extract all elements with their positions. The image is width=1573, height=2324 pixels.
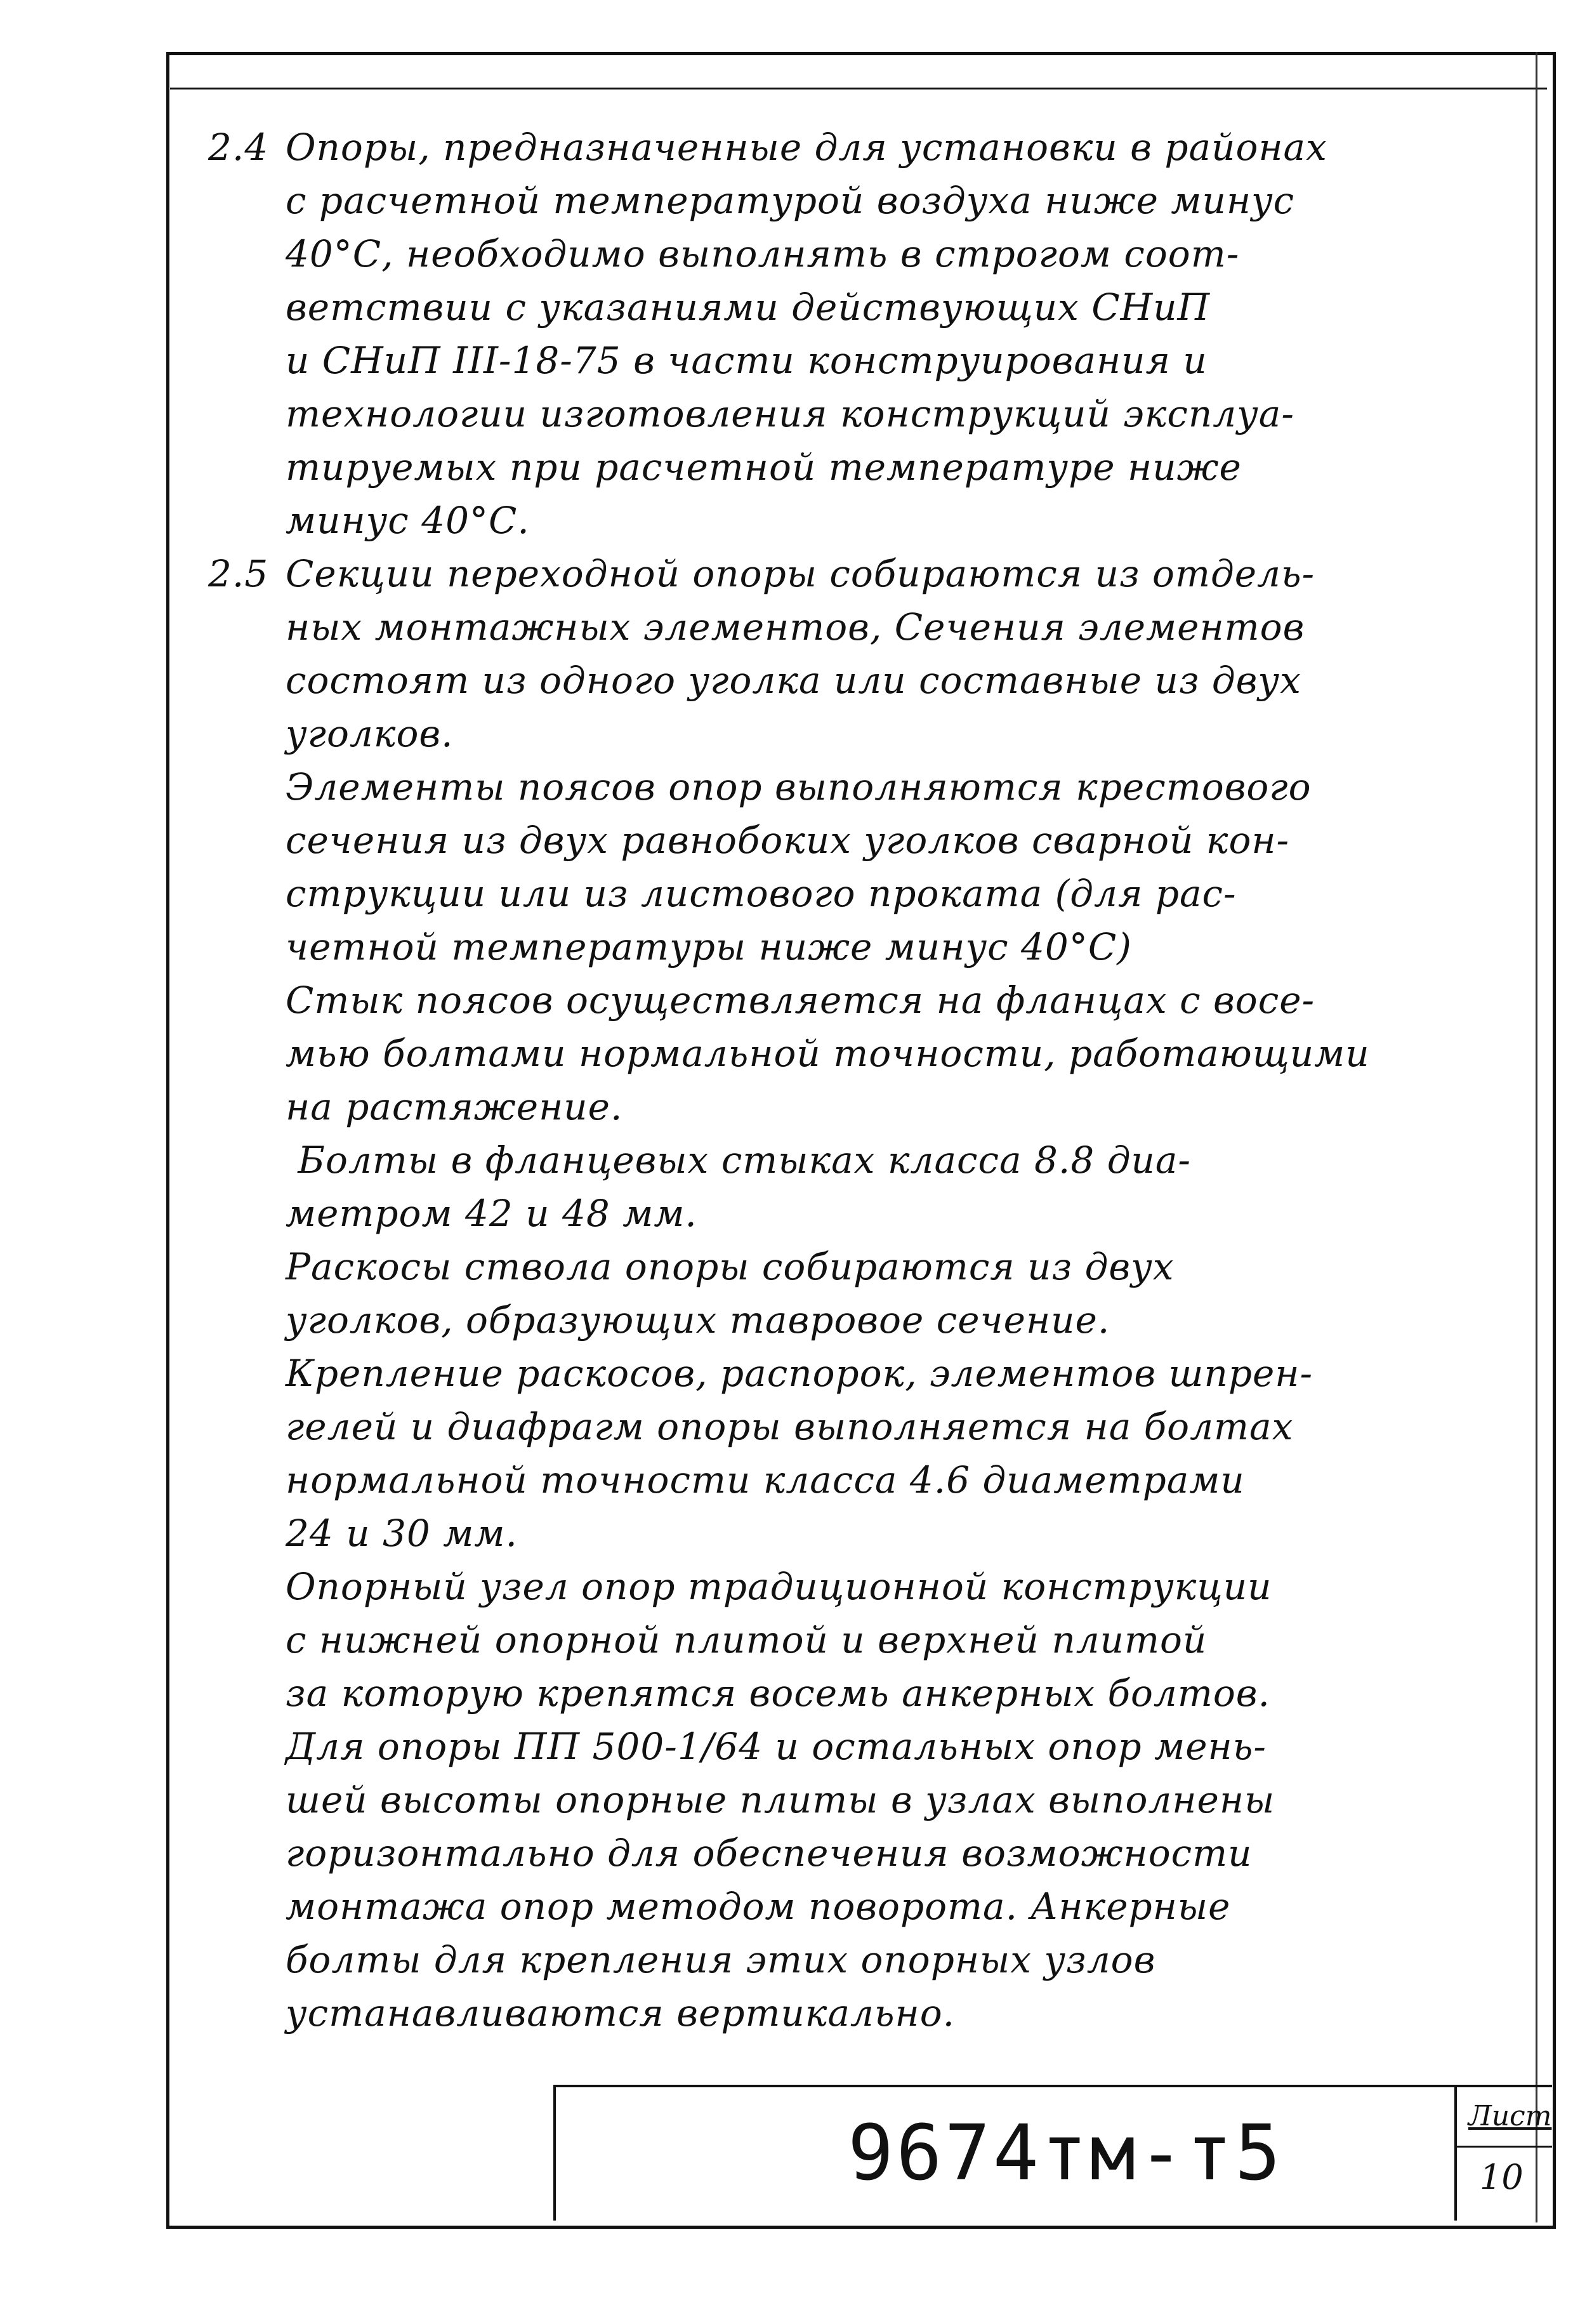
top-rule — [170, 88, 1547, 89]
text-line: гелей и диафрагм опоры выполняется на болтах — [286, 1405, 1294, 1448]
text-line: минус 40°С. — [286, 499, 530, 542]
text-line: и СНиП III-18-75 в части конструирования и — [286, 339, 1208, 382]
text-line: струкции или из листового проката (для рас- — [286, 872, 1237, 915]
text-line: 24 и 30 мм. — [286, 1512, 518, 1555]
text-line: состоят из одного уголка или составные из двух — [286, 659, 1301, 702]
text-line: Для опоры ПП 500-1/64 и остальных опор мень- — [286, 1725, 1267, 1768]
text-line: технологии изготовления конструкций эксплуа- — [286, 392, 1294, 435]
title-block — [553, 2085, 1457, 2221]
text-line: Секции переходной опоры собираются из отдель- — [286, 552, 1315, 595]
paragraph-number: 2.4 — [208, 126, 269, 169]
text-line: болты для крепления этих опорных узлов — [286, 1938, 1156, 1981]
text-line: на растяжение. — [286, 1085, 623, 1128]
text-line: Раскосы ствола опоры собираются из двух — [286, 1245, 1175, 1288]
text-line: шей высоты опорные плиты в узлах выполнены — [286, 1778, 1275, 1821]
text-line: нормальной точности класса 4.6 диаметрами — [286, 1458, 1245, 1502]
text-line: за которую крепятся восемь анкерных болтов. — [286, 1672, 1270, 1715]
text-line: Опорный узел опор традиционной конструкции — [286, 1565, 1272, 1608]
text-line: Болты в фланцевых стыках класса 8.8 диа- — [286, 1139, 1191, 1182]
text-line: Опоры, предназначенные для установки в районах — [286, 126, 1327, 169]
text-line: 40°С, необходимо выполнять в строгом соот- — [286, 232, 1240, 275]
sheet-block — [1454, 2085, 1552, 2221]
sheet-label: Лист — [1468, 2100, 1552, 2132]
text-line: Крепление раскосов, распорок, элементов шпрен- — [286, 1352, 1313, 1395]
paragraph-2-5 — [209, 547, 1517, 2040]
text-line: мью болтами нормальной точности, работающими — [286, 1032, 1370, 1075]
text-line: с нижней опорной плитой и верхней плитой — [286, 1618, 1208, 1661]
text-line: устанавливаются вертикально. — [286, 1991, 956, 2035]
sheet-divider — [1457, 2146, 1552, 2148]
text-line: Стык поясов осуществляется на фланцах с восе- — [286, 979, 1315, 1022]
text-line: ных монтажных элементов, Сечения элементов — [286, 605, 1305, 649]
text-line: уголков. — [286, 712, 454, 755]
text-line: Элементы поясов опор выполняются крестового — [286, 765, 1312, 809]
text-line: монтажа опор методом поворота. Анкерные — [286, 1885, 1231, 1928]
sheet-number: 10 — [1480, 2157, 1524, 2197]
paragraph-2-4 — [209, 121, 1517, 547]
text-line: уголков, образующих тавровое сечение. — [286, 1298, 1110, 1342]
text-line: четной температуры ниже минус 40°С) — [286, 925, 1132, 968]
text-line: тируемых при расчетной температуре ниже — [286, 446, 1242, 489]
text-line: сечения из двух равнобоких уголков сварной кон- — [286, 819, 1290, 862]
paragraph-number: 2.5 — [208, 552, 269, 595]
text-line: ветствии с указаниями действующих СНиП — [286, 286, 1211, 329]
right-margin-rule — [1536, 52, 1537, 2222]
text-line: горизонтально для обеспечения возможности — [286, 1832, 1253, 1875]
document-body — [209, 121, 1517, 2040]
text-line: с расчетной температурой воздуха ниже минус — [286, 179, 1295, 222]
document-code: 9674тм-т5 — [848, 2109, 1284, 2198]
text-line: метром 42 и 48 мм. — [286, 1192, 697, 1235]
